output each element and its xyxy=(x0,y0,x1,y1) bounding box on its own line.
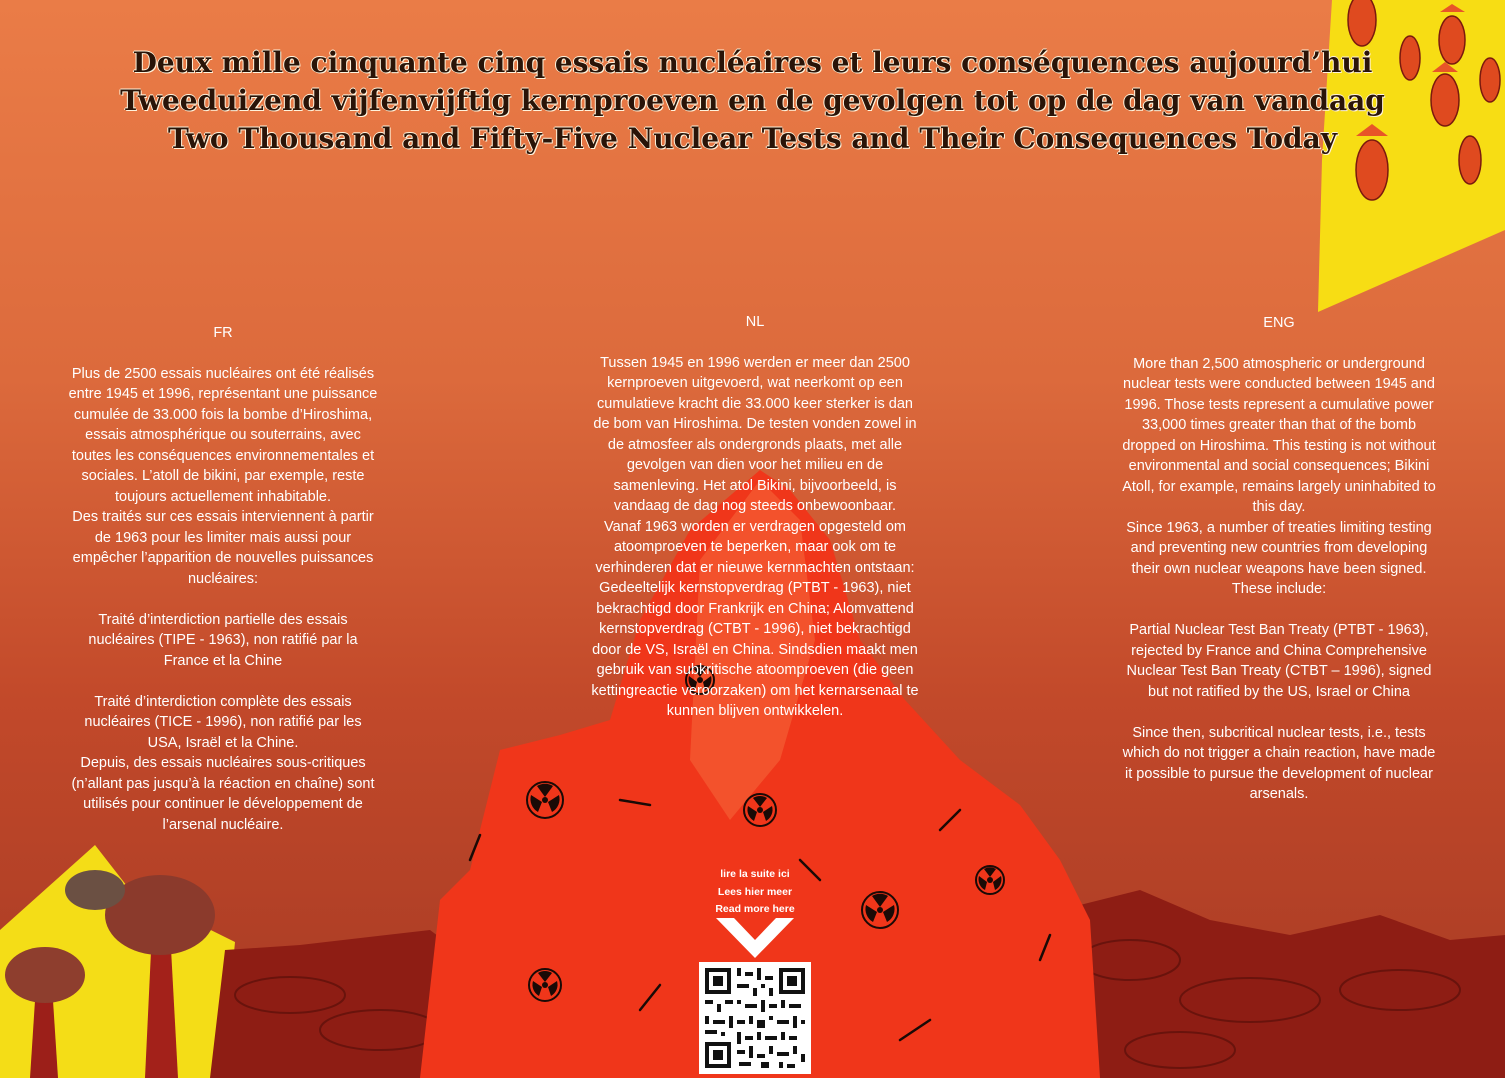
title-fr: Deux mille cinquante cinq essais nucléaires et leurs conséquences aujourd’hui xyxy=(132,46,1373,79)
column-fr-body: Plus de 2500 essais nucléaires ont été réalisés entre 1945 et 1996, représentant une puissance cumulée de 33.000 fois la bombe d’Hiroshima, essais atmosphérique ou souterrains, avec toutes les conséquences environnementales et sociales. L’atoll de bikini, par exemple, reste toujours actuellement inhabitable. Des traités sur ces essais interviennent à partir de 1963 pour les limiter mais aussi pour empêcher l’apparition de nouvelles puissances nucléaires: Traité d’interdiction partielle des essais nucléaires (TIPE - 1963), non ratifié par la France et la Chine Traité d’interdiction complète des essais nucléaires (TICE - 1996), non ratifié par les USA, Israël et la Chine. Depuis, des essais nucléaires sous-critiques (n’allant pas jusqu’à la réaction en chaîne) sont utilisés pour continuer le développement de l’arsenal nucléaire. xyxy=(68,365,378,833)
column-en-heading: ENG xyxy=(1263,314,1295,331)
column-en xyxy=(1118,292,1440,805)
title-en: Two Thousand and Fifty-Five Nuclear Tests and Their Consequences Today xyxy=(167,122,1338,155)
qr-code[interactable] xyxy=(699,962,811,1074)
column-en-body: More than 2,500 atmospheric or underground nuclear tests were conducted between 1945 and 1996. Those tests represent a cumulative power 33,000 times greater than that of the bomb dropped on Hiroshima. This testing is not without environmental and social consequences; Bikini Atoll, for example, remains largely uninhabited to this day. Since 1963, a number of treaties limiting testing and preventing new countries from developing their own nuclear weapons have been signed. These include: Partial Nuclear Test Ban Treaty (PTBT - 1963), rejected by France and China Comprehensive Nuclear Test Ban Treaty (CTBT – 1996), signed but not ratified by the US, Israel or China Since then, subcritical nuclear tests, i.e., tests which do not trigger a chain reaction, have made it possible to pursue the development of nuclear arsenals. xyxy=(1122,355,1436,802)
read-more-labels xyxy=(690,866,820,919)
column-nl xyxy=(590,291,920,722)
column-nl-heading: NL xyxy=(745,313,765,330)
read-more-nl: Lees hier meer xyxy=(717,885,793,898)
read-more-fr: lire la suite ici xyxy=(720,868,790,880)
title-nl: Tweeduizend vijfenvijftig kernproeven en de gevolgen tot op de dag van vandaag xyxy=(120,84,1385,117)
read-more-en: Read more here xyxy=(715,903,795,915)
page-titles xyxy=(0,44,1505,158)
column-fr-heading: FR xyxy=(213,324,233,341)
column-fr xyxy=(68,302,378,835)
column-nl-body: Tussen 1945 en 1996 werden er meer dan 2500 kernproeven uitgevoerd, wat neerkomt op een cumulatieve kracht die 33.000 keer sterker is dan de bom van Hiroshima. De testen vonden zowel in de atmosfeer als ondergronds plaats, met alle gevolgen van dien voor het milieu en de samenleving. Het atol Bikini, bijvoorbeeld, is vandaag de dag nog steeds onbewoonbaar. Vanaf 1963 worden er verdragen opgesteld om atoomproeven te beperken, maar ook om te verhinderen dat er nieuwe kernmachten ontstaan: Gedeeltelijk kernstopverdrag (PTBT - 1963), niet bekrachtigd door Frankrijk en China; Alomvattend kernstopverdrag (CTBT - 1996), niet bekrachtigd door de VS, Israël en China. Sindsdien maakt men gebruik van subkritische atoomproeven (die geen kettingreactie veroorzaken) om het kernarsenaal te kunnen blijven ontwikkelen. xyxy=(591,354,919,719)
down-arrow-icon xyxy=(716,918,794,958)
